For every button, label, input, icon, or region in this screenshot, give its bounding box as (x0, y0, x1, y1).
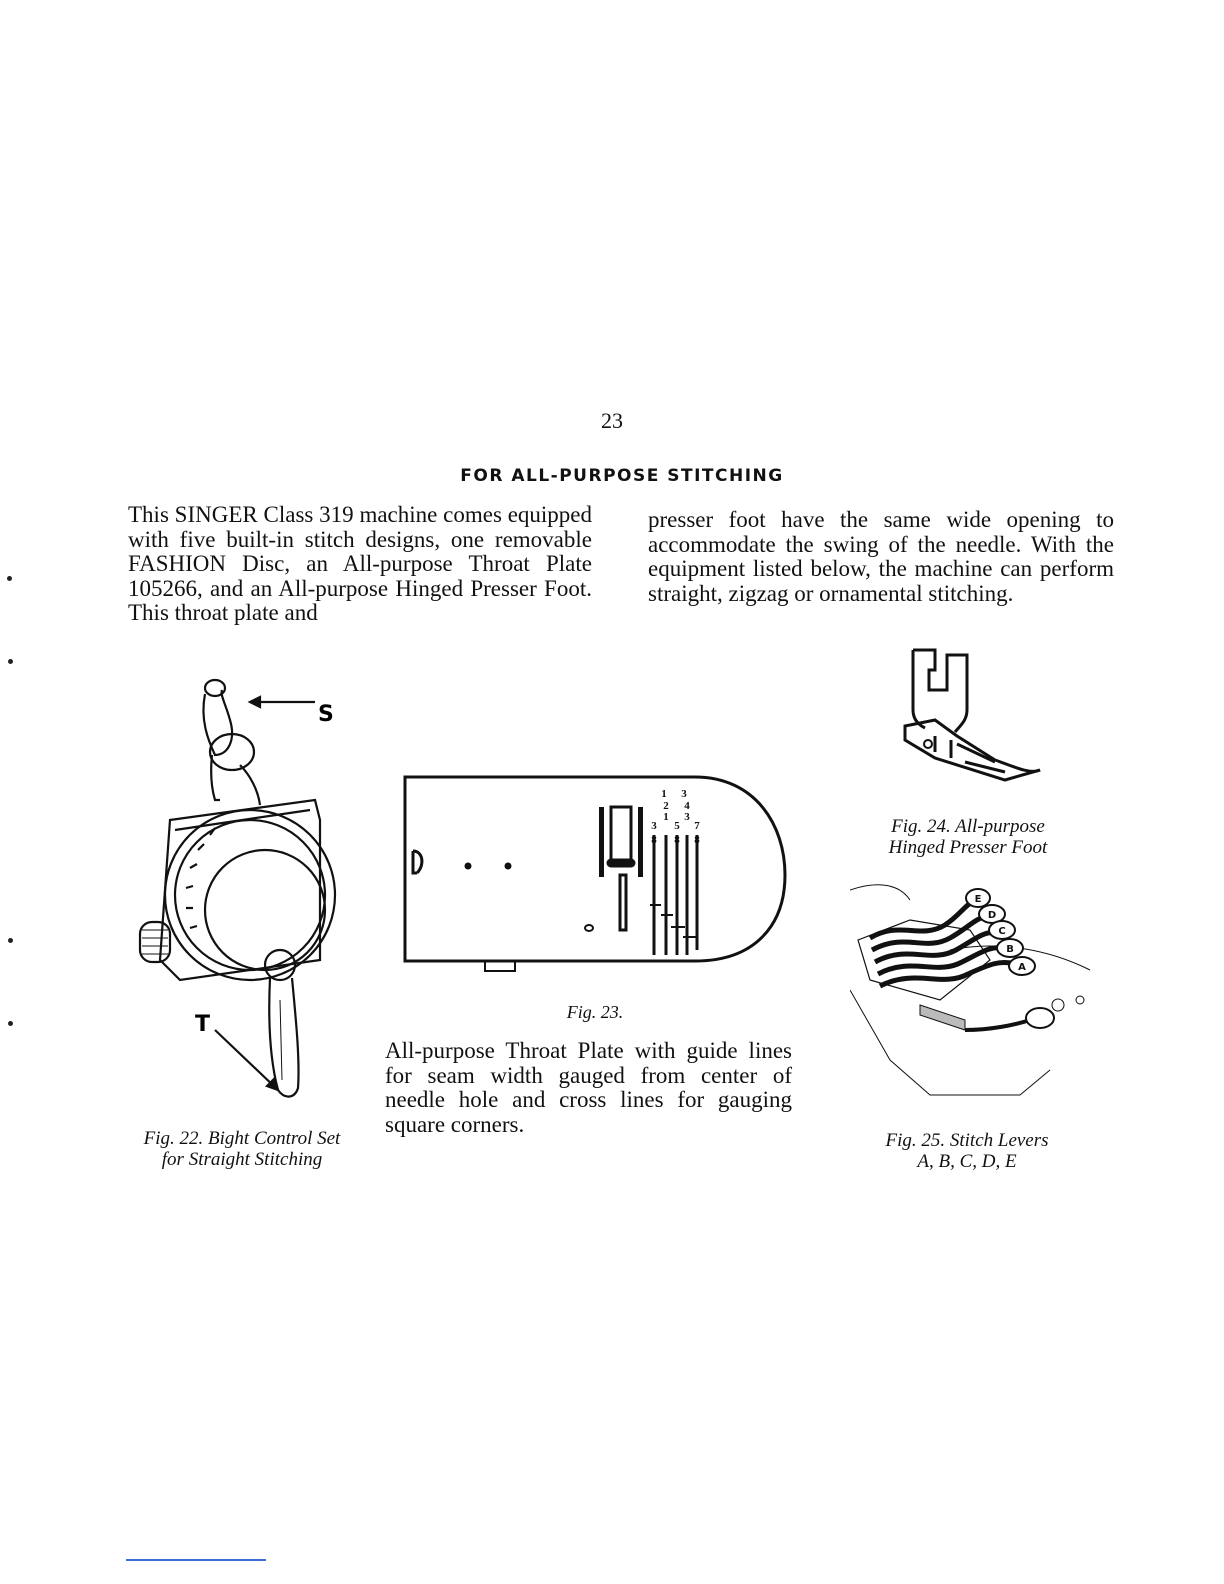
intro-right-column: presser foot have the same wide opening to accommodate the swing of the needle. With the equipment listed below, the machine can perform straight, zigzag or ornamental stitching. (648, 507, 1114, 606)
fig23-caption: Fig. 23. (566, 1002, 624, 1022)
margin-mark (7, 576, 12, 581)
fig25-caption-line2: A, B, C, D, E (917, 1151, 1017, 1172)
scale-den-1: 8 (651, 834, 657, 846)
margin-mark (8, 938, 13, 943)
fig24-caption-line1: Fig. 24. All-purpose (891, 816, 1045, 837)
throat-plate-illustration (395, 765, 795, 980)
scale-top-1: 1 (661, 788, 667, 800)
margin-mark (8, 659, 13, 664)
lever-label-c: C (998, 926, 1006, 937)
fig22-caption-line2: for Straight Stitching (161, 1149, 323, 1170)
fig24-caption-line2: Hinged Presser Foot (888, 837, 1048, 858)
intro-left-column: This SINGER Class 319 machine comes equipped with five built-in stitch designs, one removable FASHION Disc, an All-purpose Throat Plate 105266, and an All-purpose Hinged Presser Foot. This throat plate and (128, 502, 592, 625)
footnote-rule (126, 1559, 266, 1561)
section-heading: FOR ALL-PURPOSE STITCHING (460, 466, 784, 486)
fig22-caption-line1: Fig. 22. Bight Control Set (143, 1128, 341, 1149)
lever-label-b: B (1006, 944, 1014, 955)
scale-num-4: 3 (684, 811, 690, 823)
fig25-caption (862, 1130, 1072, 1172)
presser-foot-illustration (895, 640, 1055, 800)
scale-den-3: 8 (674, 834, 680, 846)
scale-num-3: 5 (674, 820, 680, 832)
scale-den-5: 8 (694, 834, 700, 846)
scale-num-1: 3 (651, 820, 657, 832)
lever-label-a: A (1018, 962, 1026, 973)
lever-label-e: E (974, 894, 982, 905)
scale-den-4: 4 (684, 800, 690, 812)
lever-label-d: D (987, 910, 997, 921)
page-number: 23 (601, 408, 623, 433)
stitch-levers-illustration (850, 880, 1100, 1110)
bight-control-illustration (120, 660, 370, 1120)
scale-num-5: 7 (694, 820, 700, 832)
scale-den-2: 2 (663, 800, 669, 812)
fig25-caption-line1: Fig. 25. Stitch Levers (885, 1130, 1049, 1151)
label-t: T (195, 1012, 211, 1037)
margin-mark (8, 1021, 13, 1026)
label-s: S (318, 702, 334, 727)
scale-num-2: 1 (663, 811, 669, 823)
fig24-caption (868, 816, 1068, 858)
scale-top-2: 3 (681, 788, 687, 800)
fig22-caption (126, 1128, 358, 1170)
fig23-description: All-purpose Throat Plate with guide lines for seam width gauged from center of needle hole and cross lines for gauging square corners. (385, 1038, 792, 1137)
